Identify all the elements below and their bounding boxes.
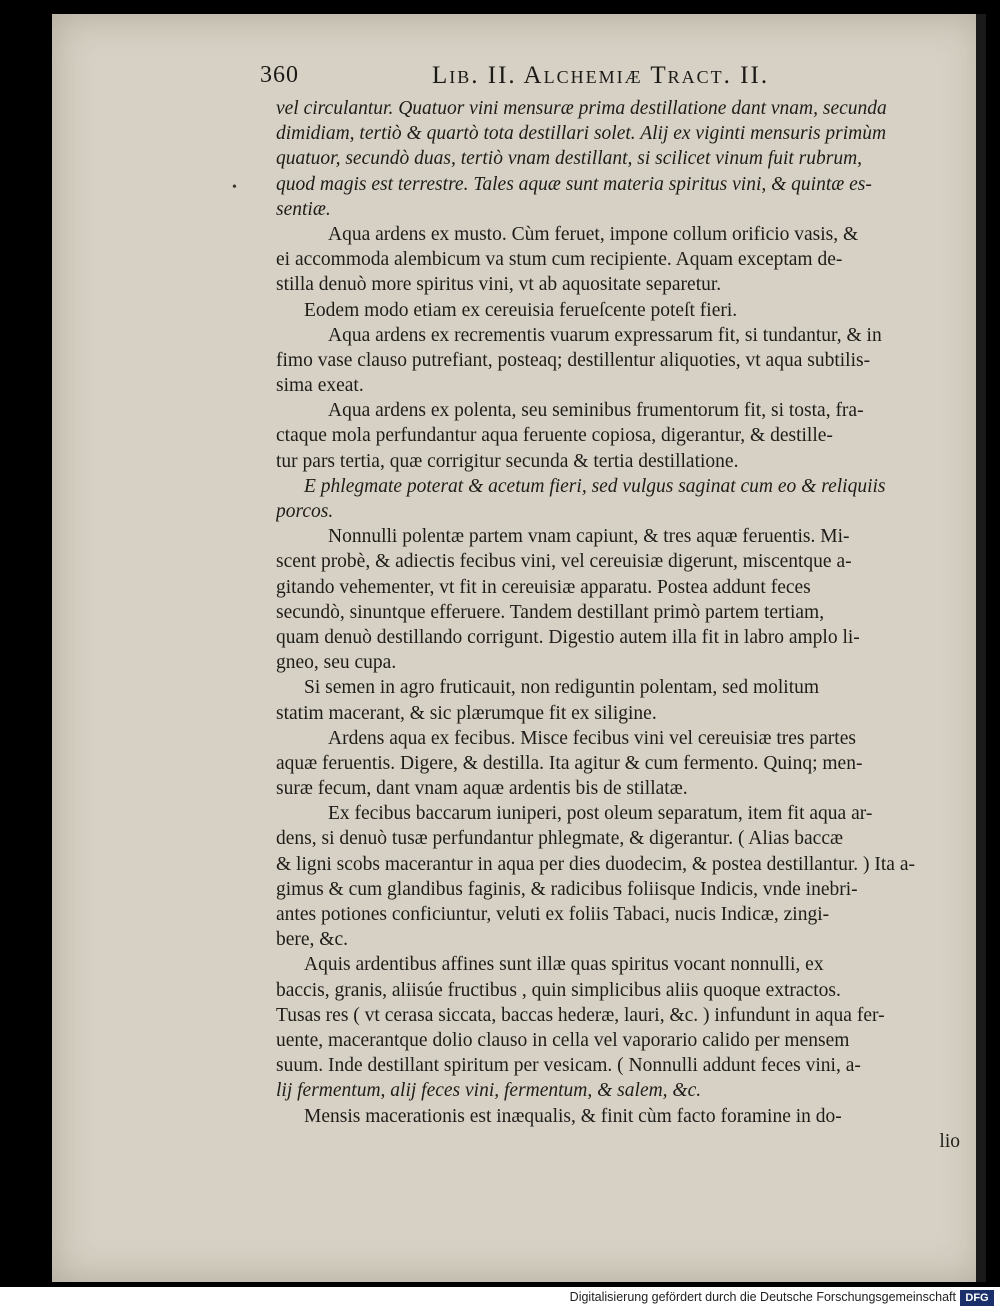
page-edge — [976, 14, 986, 1282]
text-line: Si semen in agro fruticauit, non rediguntin polentam, sed molitum — [304, 677, 820, 699]
text-line: statim macerant, & sic plærumque fit ex siligine. — [276, 702, 657, 724]
dfg-logo: DFG — [960, 1290, 994, 1306]
text-line: suum. Inde destillant spiritum per vesicam. ( Nonnulli addunt feces vini, a- — [276, 1055, 861, 1077]
text-line: Tusas res ( vt cerasa siccata, baccas hederæ, lauri, &c. ) infundunt in aqua fer- — [276, 1004, 885, 1026]
text-line: gitando vehementer, vt fit in cereuisiæ apparatu. Postea addunt feces — [276, 576, 811, 598]
text-line: Aqua ardens ex recrementis vuarum expressarum fit, si tundantur, & in — [328, 324, 882, 346]
text-line: dens, si denuò tusæ perfundantur phlegmate, & digerantur. ( Alias baccæ — [276, 828, 843, 850]
page-header — [260, 62, 960, 94]
text-line: gimus & cum glandibus faginis, & radicibus foliisque Indicis, vnde inebri- — [276, 878, 858, 900]
text-line: E phlegmate poterat & acetum fieri, sed vulgus saginat cum eo & reliquiis — [304, 475, 886, 497]
text-line: stilla denuò more spiritus vini, vt ab aquositate separetur. — [276, 274, 722, 296]
text-line: aquæ feruentis. Digere, & destilla. Ita agitur & cum fermento. Quinq; men- — [276, 752, 863, 774]
text-line: secundò, sinuntque efferuere. Tandem destillant primò partem tertiam, — [276, 601, 825, 623]
text-line: ctaque mola perfundantur aqua feruente copiosa, digerantur, & destille- — [276, 425, 833, 447]
footer-bar — [0, 1287, 1000, 1310]
text-line: sentiæ. — [276, 198, 331, 220]
text-line: Nonnulli polentæ partem vnam capiunt, & tres aquæ feruentis. Mi- — [328, 526, 850, 548]
text-line: lio — [939, 1130, 960, 1152]
text-line: tur pars tertia, quæ corrigitur secunda & tertia destillatione. — [276, 450, 739, 472]
text-line: Ex fecibus baccarum iuniperi, post oleum separatum, item fit aqua ar- — [328, 803, 873, 825]
margin-mark: • — [232, 180, 237, 195]
text-line: antes potiones conficiuntur, veluti ex foliis Tabaci, nucis Indicæ, zingi- — [276, 904, 830, 925]
text-line: uente, macerantque dolio clauso in cella vel vaporario calido per mensem — [276, 1029, 850, 1051]
page-number: 360 — [260, 62, 299, 88]
text-line: dimidiam, tertiò & quartò tota destillari solet. Alij ex viginti mensuris primùm — [276, 123, 887, 145]
text-line: quod magis est terrestre. Tales aquæ sunt materia spiritus vini, & quintæ es- — [276, 173, 872, 195]
body-text — [276, 96, 960, 1154]
text-line: baccis, granis, aliisúe fructibus , quin simplicibus aliis quoque extractos. — [276, 979, 841, 1001]
text-line: Eodem modo etiam ex cereuisia ferueſcente poteſt fieri. — [304, 299, 738, 321]
text-line: Ardens aqua ex fecibus. Misce fecibus vini vel cereuisiæ tres partes — [328, 727, 856, 749]
running-title: Lib. II. Alchemiæ Tract. II. — [432, 62, 770, 89]
text-line: Aquis ardentibus affines sunt illæ quas spiritus vocant nonnulli, ex — [304, 954, 824, 976]
text-line: fimo vase clauso putrefiant, posteaq; destillentur aliquoties, vt aqua subtilis- — [276, 349, 871, 371]
text-line: bere, &c. — [276, 929, 349, 951]
text-line: porcos. — [276, 501, 334, 522]
text-line: suræ fecum, dant vnam aquæ ardentis bis de stillatæ. — [276, 778, 688, 800]
text-line: & ligni scobs macerantur in aqua per dies duodecim, & postea destillantur. ) Ita a- — [276, 853, 915, 875]
text-line: vel circulantur. Quatuor vini mensuræ prima destillatione dant vnam, secunda — [276, 98, 887, 119]
text-line: ei accommoda alembicum va stum cum recipiente. Aquam exceptam de- — [276, 249, 843, 271]
text-line: Aqua ardens ex musto. Cùm feruet, impone collum orificio vasis, & — [328, 223, 859, 245]
text-line: lij fermentum, alij feces vini, fermentum, & salem, &c. — [276, 1080, 702, 1102]
text-line: scent probè, & adiectis fecibus vini, vel cereuisiæ digerunt, miscentque a- — [276, 551, 852, 573]
text-line: Aqua ardens ex polenta, seu seminibus frumentorum fit, si tosta, fra- — [328, 400, 864, 422]
funding-notice: Digitalisierung gefördert durch die Deutsche Forschungsgemeinschaft — [569, 1290, 956, 1304]
text-line: quam denuò destillando corrigunt. Digestio autem illa fit in labro amplo li- — [276, 626, 860, 648]
text-line: Mensis macerationis est inæqualis, & finit cùm facto foramine in do- — [304, 1105, 842, 1127]
text-line: quatuor, secundò duas, tertiò vnam destillant, si scilicet vinum fuit rubrum, — [276, 148, 863, 170]
text-line: sima exeat. — [276, 375, 364, 397]
text-line: gneo, seu cupa. — [276, 652, 397, 674]
